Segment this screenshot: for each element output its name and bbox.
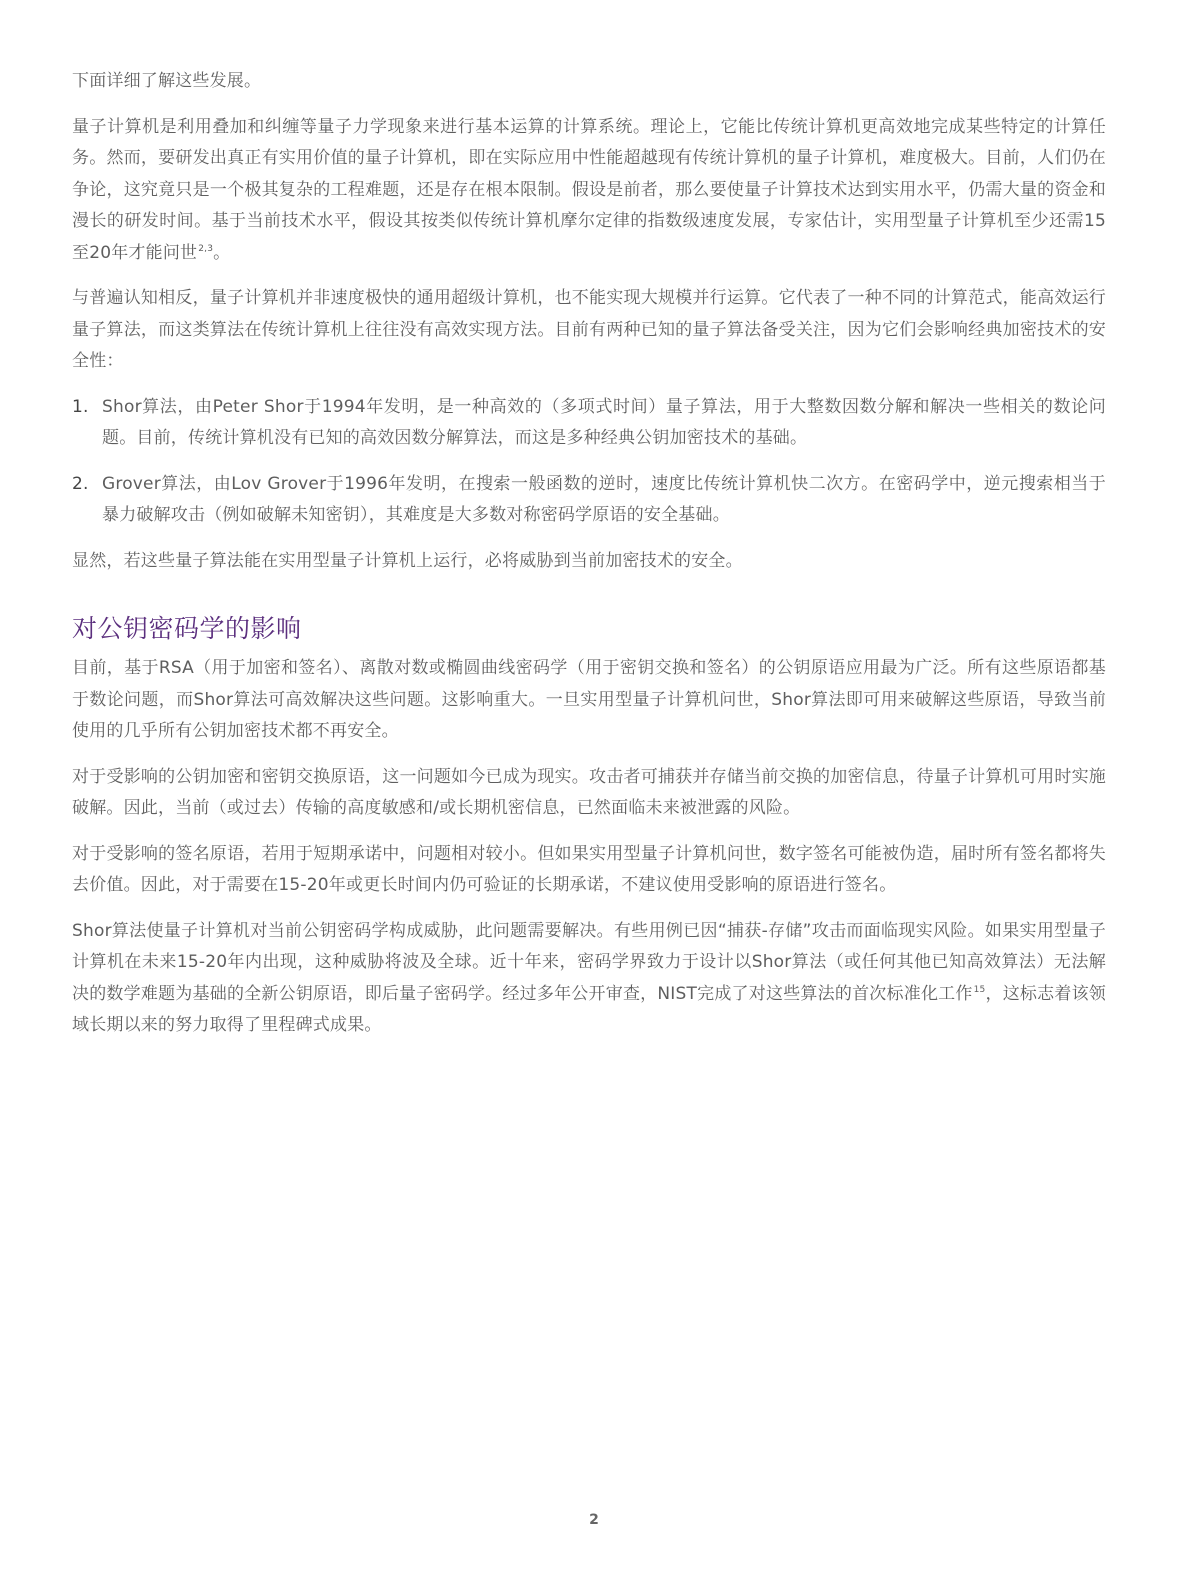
list-item-shor — [72, 392, 1106, 455]
public-key-primitives-paragraph: 目前，基于RSA（用于加密和签名）、离散对数或椭圆曲线密码学（用于密钥交换和签名）的公钥原语应用最为广泛。所有这些原语都基于数论问题，而Shor算法可高效解决这些问题。这影响重大。一旦实用型量子计算机问世，Shor算法即可用来破解这些原语，导致当前使用的几乎所有公钥加密技术都不再安全。 — [72, 658, 1106, 741]
page-number: 2 — [589, 1512, 599, 1528]
list-number: 1. — [72, 396, 89, 417]
conclusion-paragraph: 显然，若这些量子算法能在实用型量子计算机上运行，必将威胁到当前加密技术的安全。 — [72, 550, 743, 571]
post-quantum-paragraph — [72, 916, 1106, 1042]
section-heading: 对公钥密码学的影响 — [72, 614, 302, 643]
footnote-ref-2-3[interactable]: 2,3 — [198, 243, 214, 254]
signature-risk-paragraph: 对于受影响的签名原语，若用于短期承诺中，问题相对较小。但如果实用型量子计算机问世，数字签名可能被伪造，届时所有签名都将失去价值。因此，对于需要在15-20年或更长时间内仍可验证的长期承诺，不建议使用受影响的原语进行签名。 — [72, 843, 1106, 895]
list-item-text: Grover算法，由Lov Grover于1996年发明，在搜索一般函数的逆时，速度比传统计算机快二次方。在密码学中，逆元搜索相当于暴力破解攻击（例如破解未知密钥），其难度是大多数对称密码学原语的安全基础。 — [102, 473, 1106, 525]
intro-paragraph: 下面详细了解这些发展。 — [72, 71, 262, 91]
page-content — [72, 66, 1106, 1056]
quantum-computer-paragraph — [72, 112, 1106, 270]
post-quantum-end: ，这标志着该领域长期以来的努力取得了里程碑式成果。 — [72, 983, 1106, 1035]
post-quantum-text: Shor算法使量子计算机对当前公钥密码学构成威胁，此问题需要解决。有些用例已因“捕获-存储”攻击而面临现实风险。如果实用型量子计算机在未来15-20年内出现，这种威胁将波及全球。近十年来，密码学界致力于设计以Shor算法（或任何其他已知高效算法）无法解决的数学难题为基础的全新公钥原语，即后量子密码学。经过多年公开审查，NIST完成了对这些算法的首次标准化工作 — [72, 920, 1106, 1004]
list-number: 2. — [72, 473, 89, 494]
quantum-computer-end: 。 — [213, 242, 231, 263]
list-item-text: Shor算法，由Peter Shor于1994年发明，是一种高效的（多项式时间）量子算法，用于大整数因数分解和解决一些相关的数论问题。目前，传统计算机没有已知的高效因数分解算法，而这是多种经典公钥加密技术的基础。 — [102, 396, 1106, 448]
quantum-computer-text: 量子计算机是利用叠加和纠缠等量子力学现象来进行基本运算的计算系统。理论上，它能比传统计算机更高效地完成某些特定的计算任务。然而，要研发出真正有实用价值的量子计算机，即在实际应用中性能超越现有传统计算机的量子计算机，难度极大。目前，人们仍在争论，这究竟只是一个极其复杂的工程难题，还是存在根本限制。假设是前者，那么要使量子计算技术达到实用水平，仍需大量的资金和漫长的研发时间。基于当前技术水平，假设其按类似传统计算机摩尔定律的指数级速度发展，专家估计，实用型量子计算机至少还需15至20年才能问世 — [72, 116, 1106, 263]
key-exchange-risk-paragraph: 对于受影响的公钥加密和密钥交换原语，这一问题如今已成为现实。攻击者可捕获并存储当前交换的加密信息，待量子计算机可用时实施破解。因此，当前（或过去）传输的高度敏感和/或长期机密信息，已然面临未来被泄露的风险。 — [72, 766, 1106, 818]
quantum-algorithms-list — [72, 392, 1106, 532]
list-item-grover — [72, 469, 1106, 532]
footnote-ref-15[interactable]: 15 — [973, 984, 986, 995]
algorithms-intro-paragraph: 与普遍认知相反，量子计算机并非速度极快的通用超级计算机，也不能实现大规模并行运算。它代表了一种不同的计算范式，能高效运行量子算法，而这类算法在传统计算机上往往没有高效实现方法。目前有两种已知的量子算法备受关注，因为它们会影响经典加密技术的安全性： — [72, 288, 1106, 371]
